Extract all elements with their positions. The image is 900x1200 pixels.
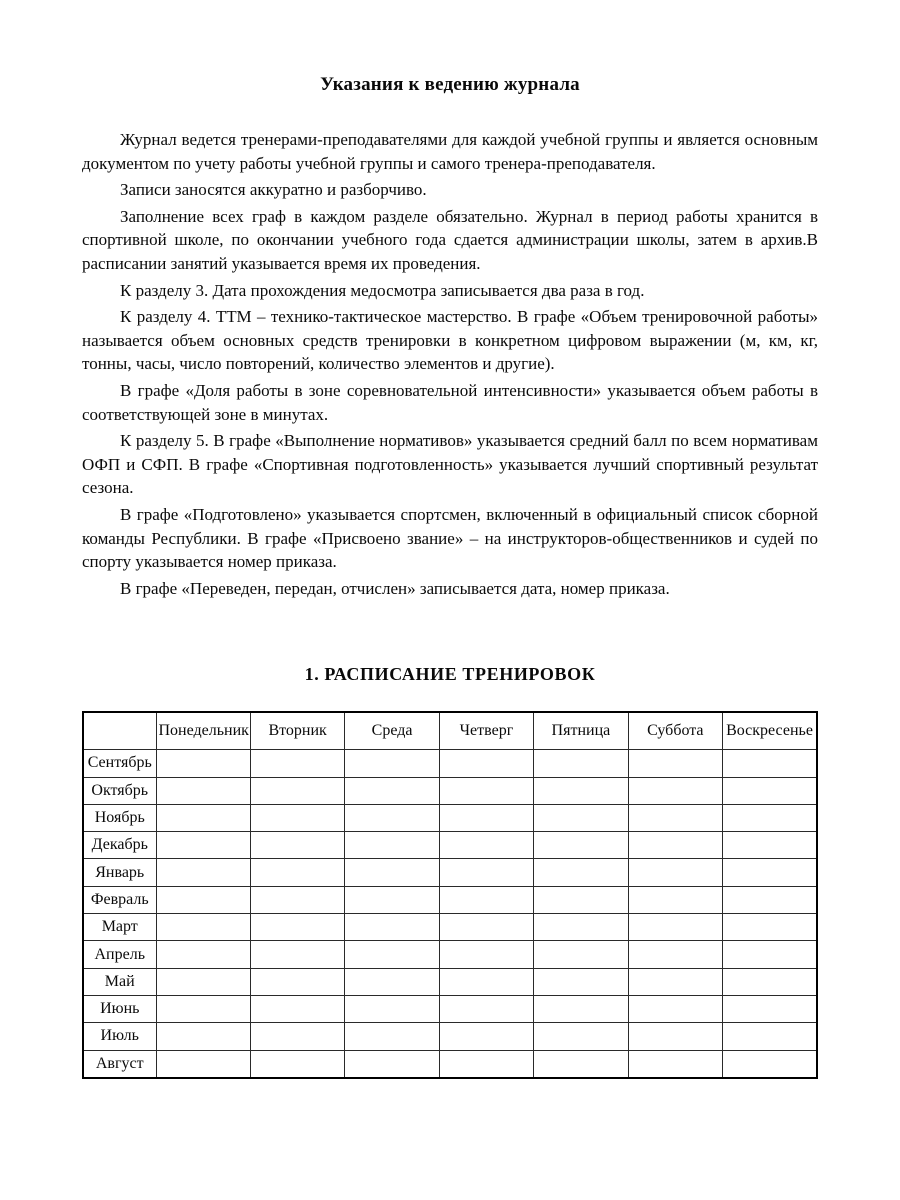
schedule-cell-empty [628,859,722,886]
schedule-cell-empty [156,886,250,913]
month-label: Май [83,968,156,995]
schedule-cell-empty [345,995,439,1022]
schedule-cell-empty [723,1023,817,1050]
schedule-cell-empty [156,1050,250,1078]
schedule-cell-empty [723,804,817,831]
paragraph: Записи заносятся аккуратно и разборчиво. [120,180,427,200]
schedule-cell-empty [534,968,628,995]
schedule-cell-empty [534,1023,628,1050]
schedule-row [83,914,817,941]
schedule-cell-empty [439,777,533,804]
schedule-cell-empty [250,804,344,831]
day-header-wednesday: Среда [345,712,439,750]
schedule-cell-empty [628,995,722,1022]
schedule-cell-empty [534,886,628,913]
paragraph: В графе «Доля работы в зоне соревновательной интенсивности» указывается объем работы в соответствующей зоне в минутах. [82,380,818,424]
schedule-cell-empty [439,832,533,859]
schedule-row [83,968,817,995]
schedule-cell-empty [439,804,533,831]
schedule-row [83,1023,817,1050]
schedule-cell-empty [534,832,628,859]
schedule-cell-empty [250,941,344,968]
schedule-cell-empty [628,1023,722,1050]
month-label: Сентябрь [83,750,156,777]
schedule-row [83,941,817,968]
schedule-cell-empty [250,968,344,995]
schedule-cell-empty [250,1023,344,1050]
schedule-cell-empty [628,914,722,941]
schedule-cell-empty [723,859,817,886]
month-label: Июль [83,1023,156,1050]
schedule-cell-empty [628,777,722,804]
schedule-cell-empty [534,777,628,804]
schedule-cell-empty [534,750,628,777]
month-label: Январь [83,859,156,886]
month-label: Июнь [83,995,156,1022]
schedule-cell-empty [439,941,533,968]
schedule-cell-empty [723,777,817,804]
schedule-cell-empty [250,995,344,1022]
schedule-cell-empty [345,968,439,995]
schedule-cell-empty [628,941,722,968]
schedule-cell-empty [723,968,817,995]
instructions-text [82,128,818,600]
schedule-cell-empty [628,886,722,913]
schedule-cell-empty [345,1023,439,1050]
schedule-cell-empty [345,859,439,886]
schedule-cell-empty [156,1023,250,1050]
schedule-cell-empty [345,832,439,859]
schedule-cell-empty [439,859,533,886]
schedule-row [83,859,817,886]
schedule-cell-empty [156,995,250,1022]
schedule-cell-empty [534,914,628,941]
schedule-cell-empty [250,914,344,941]
schedule-row [83,804,817,831]
month-label: Ноябрь [83,804,156,831]
schedule-cell-empty [628,968,722,995]
schedule-cell-empty [250,777,344,804]
paragraph: В графе «Переведен, передан, отчислен» записывается дата, номер приказа. [120,578,670,598]
schedule-cell-empty [439,1023,533,1050]
schedule-cell-empty [345,886,439,913]
day-header-monday: Понедельник [156,712,250,750]
corner-cell [83,712,156,750]
month-label: Февраль [83,886,156,913]
schedule-cell-empty [345,914,439,941]
schedule-cell-empty [345,804,439,831]
schedule-cell-empty [250,750,344,777]
schedule-cell-empty [439,750,533,777]
day-header-saturday: Суббота [628,712,722,750]
schedule-cell-empty [534,859,628,886]
schedule-cell-empty [723,1050,817,1078]
schedule-cell-empty [250,886,344,913]
schedule-cell-empty [628,832,722,859]
schedule-cell-empty [439,886,533,913]
schedule-row [83,750,817,777]
schedule-cell-empty [345,750,439,777]
paragraph: В графе «Подготовлено» указывается спортсмен, включенный в официальный список сборной команды Республики. В графе «Присвоено звание» – на инструкторов-общественников и судей по спорту указывается номер приказа. [82,504,818,572]
schedule-cell-empty [156,832,250,859]
schedule-cell-empty [156,859,250,886]
paragraph: Заполнение всех граф в каждом разделе обязательно. Журнал в период работы хранится в спортивной школе, по окончании учебного года сдается администрации школы, затем в архив.В расписании занятий указывается время их проведения. [82,206,818,273]
schedule-row [83,995,817,1022]
schedule-row [83,777,817,804]
schedule-cell-empty [628,750,722,777]
schedule-cell-empty [156,750,250,777]
schedule-cell-empty [439,968,533,995]
month-label: Август [83,1050,156,1078]
schedule-cell-empty [723,941,817,968]
schedule-cell-empty [723,750,817,777]
month-label: Октябрь [83,777,156,804]
paragraph: К разделу 5. В графе «Выполнение нормативов» указывается средний балл по всем нормативам ОФП и СФП. В графе «Спортивная подготовленность» указывается лучший спортивный результат сезона. [82,431,818,498]
schedule-cell-empty [345,941,439,968]
day-header-friday: Пятница [534,712,628,750]
schedule-cell-empty [156,968,250,995]
page-title: Указания к ведению журнала [320,74,580,95]
schedule-cell-empty [723,914,817,941]
schedule-cell-empty [156,777,250,804]
schedule-cell-empty [156,804,250,831]
paragraph: Журнал ведется тренерами-преподавателями для каждой учебной группы и является основным документом по учету работы учебной группы и самого тренера-преподавателя. [82,130,818,173]
schedule-row [83,1050,817,1078]
schedule-row [83,832,817,859]
month-label: Апрель [83,941,156,968]
day-header-tuesday: Вторник [250,712,344,750]
schedule-cell-empty [628,1050,722,1078]
schedule-cell-empty [534,804,628,831]
schedule-cell-empty [250,859,344,886]
schedule-cell-empty [534,1050,628,1078]
schedule-cell-empty [723,995,817,1022]
day-header-sunday: Воскресенье [723,712,817,750]
section-heading: 1. РАСПИСАНИЕ ТРЕНИРОВОК [304,664,596,685]
schedule-cell-empty [628,804,722,831]
schedule-cell-empty [534,995,628,1022]
schedule-row [83,886,817,913]
schedule-cell-empty [156,914,250,941]
schedule-cell-empty [723,886,817,913]
paragraph: К разделу 3. Дата прохождения медосмотра записывается два раза в год. [120,280,645,300]
month-label: Март [83,914,156,941]
schedule-cell-empty [345,777,439,804]
schedule-cell-empty [439,1050,533,1078]
schedule-cell-empty [439,914,533,941]
schedule-body [83,750,817,1078]
schedule-cell-empty [250,1050,344,1078]
schedule-cell-empty [156,941,250,968]
day-header-thursday: Четверг [439,712,533,750]
schedule-cell-empty [345,1050,439,1078]
schedule-cell-empty [723,832,817,859]
schedule-cell-empty [250,832,344,859]
month-label: Декабрь [83,832,156,859]
schedule-header-row [83,712,817,750]
schedule-cell-empty [439,995,533,1022]
training-schedule-table [82,711,818,1079]
paragraph: К разделу 4. ТТМ – технико-тактическое мастерство. В графе «Объем тренировочной работы» называется объем основных средств тренировки в конкретном цифровом выражении (м, км, кг, тонны, часы, число повторений, количество элементов и другие). [82,307,818,374]
schedule-cell-empty [534,941,628,968]
